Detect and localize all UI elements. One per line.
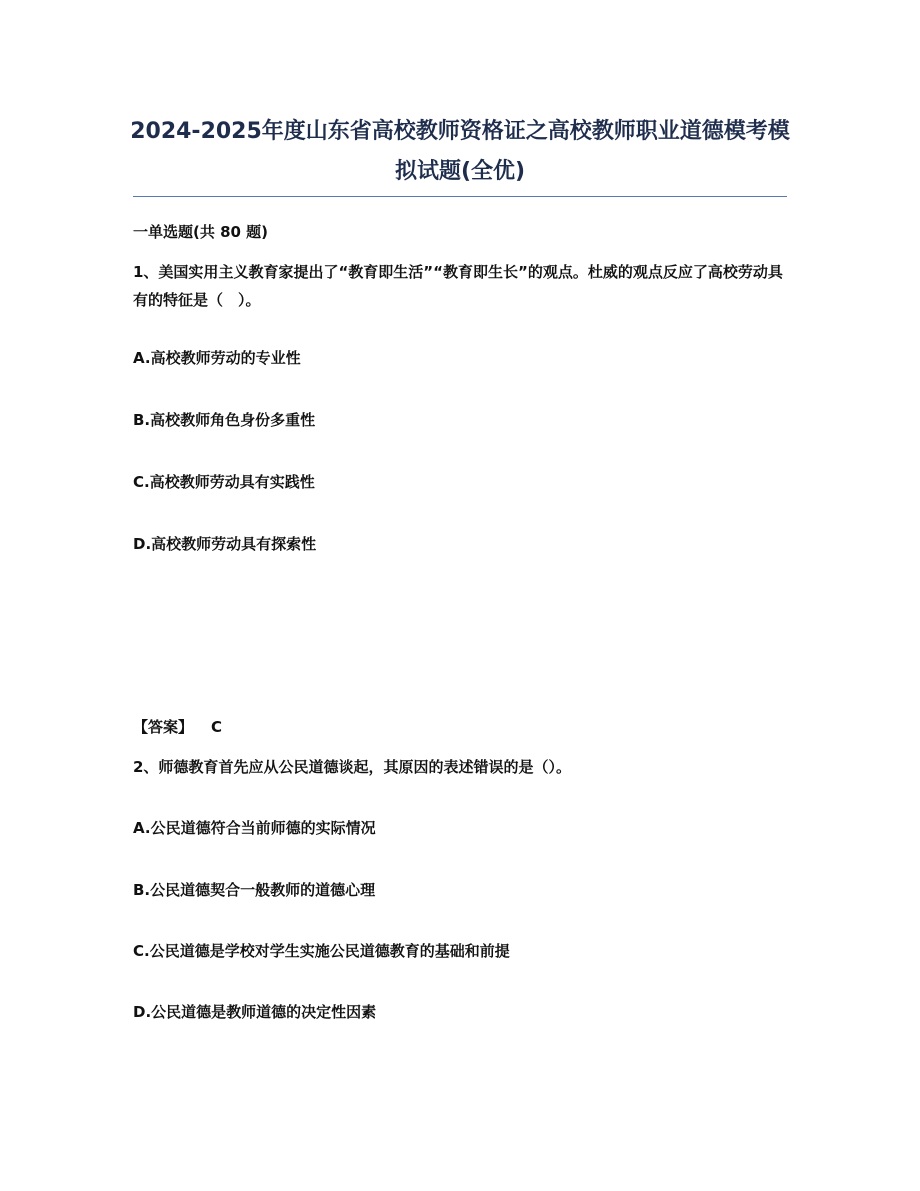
question-2-option-c: C.公民道德是学校对学生实施公民道德教育的基础和前提: [133, 942, 510, 960]
answer-value: C: [211, 718, 223, 736]
answer-label: 【答案】: [133, 718, 194, 736]
page-title: 2024-2025年度山东省高校教师资格证之高校教师职业道德模考模拟试题(全优): [130, 119, 790, 184]
section-heading: 一单选题(共 80 题): [133, 223, 269, 241]
question-2-option-b: B.公民道德契合一般教师的道德心理: [133, 881, 376, 899]
question-1-option-c: C.高校教师劳动具有实践性: [133, 473, 315, 491]
title-divider: [133, 196, 787, 197]
question-2-text: 2、师德教育首先应从公民道德谈起，其原因的表述错误的是（）。: [133, 758, 571, 776]
question-1-text: 1、美国实用主义教育家提出了“教育即生活”“教育即生长”的观点。杜威的观点反应了高校劳动具有的特征是（ ）。: [133, 263, 783, 309]
question-1-option-a: A.高校教师劳动的专业性: [133, 349, 301, 367]
question-2-option-a: A.公民道德符合当前师德的实际情况: [133, 819, 376, 837]
question-1-option-d: D.高校教师劳动具有探索性: [133, 535, 317, 553]
question-1-option-b: B.高校教师角色身份多重性: [133, 411, 316, 429]
question-2-option-d: D.公民道德是教师道德的决定性因素: [133, 1003, 377, 1021]
question-1-answer: [133, 713, 793, 741]
